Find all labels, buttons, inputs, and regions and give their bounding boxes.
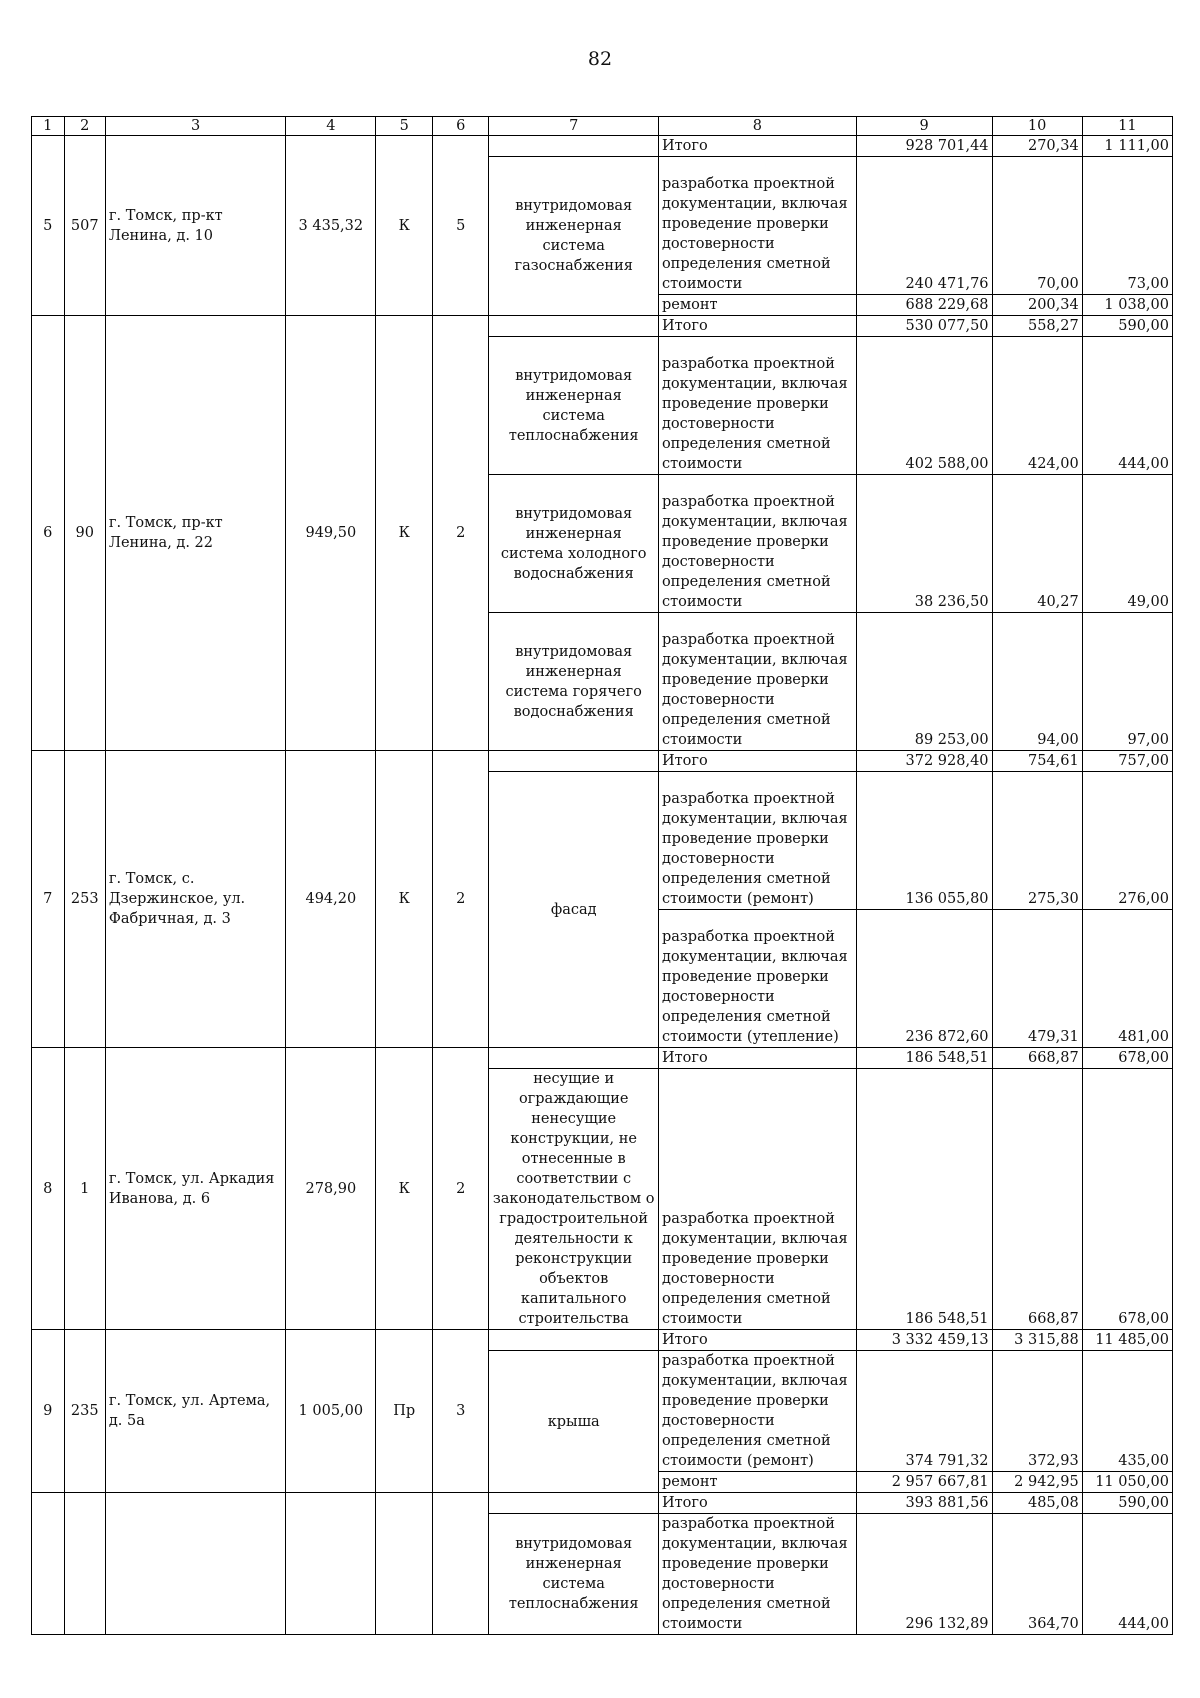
- limit: 276,00: [1082, 772, 1172, 910]
- row-floors: 2: [432, 1048, 489, 1330]
- system-name: внутридомовая инженерная система газоснабжения: [489, 157, 659, 316]
- col-header: 6: [432, 117, 489, 136]
- row-area: 949,50: [286, 316, 376, 751]
- row-number: 7: [32, 751, 65, 1048]
- limit: 444,00: [1082, 1514, 1172, 1635]
- unit-cost: 40,27: [992, 475, 1082, 613]
- row-code: 90: [64, 316, 105, 751]
- row-type: К: [376, 751, 433, 1048]
- col-header: 7: [489, 117, 659, 136]
- repair-schedule-table: [31, 116, 1173, 1635]
- row-address: г. Томск, с. Дзержинское, ул. Фабричная, д. 3: [105, 751, 285, 1048]
- cost: 136 055,80: [856, 772, 992, 910]
- row-area: [286, 1493, 376, 1635]
- unit-cost: 94,00: [992, 613, 1082, 751]
- col-header: 1: [32, 117, 65, 136]
- work-type: разработка проектной документации, включая проведение проверки достоверности определения сметной стоимости (ремонт): [658, 1351, 856, 1472]
- unit-cost: 479,31: [992, 910, 1082, 1048]
- cost: 374 791,32: [856, 1351, 992, 1472]
- unit-cost: 364,70: [992, 1514, 1082, 1635]
- row-area: 494,20: [286, 751, 376, 1048]
- limit: 49,00: [1082, 475, 1172, 613]
- unit-cost: 2 942,95: [992, 1472, 1082, 1493]
- page-number: 82: [587, 48, 613, 70]
- total-cost: 186 548,51: [856, 1048, 992, 1069]
- total-label: Итого: [658, 1330, 856, 1351]
- total-limit: 757,00: [1082, 751, 1172, 772]
- col-header: 9: [856, 117, 992, 136]
- total-cost: 530 077,50: [856, 316, 992, 337]
- empty-cell: [489, 1330, 659, 1351]
- work-type: разработка проектной документации, включая проведение проверки достоверности определения сметной стоимости: [658, 1514, 856, 1635]
- row-address: г. Томск, пр-кт Ленина, д. 10: [105, 136, 285, 316]
- total-label: Итого: [658, 316, 856, 337]
- row-type: К: [376, 316, 433, 751]
- col-header: 5: [376, 117, 433, 136]
- row-address: [105, 1493, 285, 1635]
- row-code: 235: [64, 1330, 105, 1493]
- unit-cost: 424,00: [992, 337, 1082, 475]
- row-number: 9: [32, 1330, 65, 1493]
- unit-cost: 275,30: [992, 772, 1082, 910]
- row-number: 6: [32, 316, 65, 751]
- work-type: разработка проектной документации, включая проведение проверки достоверности определения сметной стоимости (ремонт): [658, 772, 856, 910]
- total-unit-cost: 754,61: [992, 751, 1082, 772]
- cost: 186 548,51: [856, 1069, 992, 1330]
- cost: 402 588,00: [856, 337, 992, 475]
- row-type: К: [376, 136, 433, 316]
- work-type: разработка проектной документации, включая проведение проверки достоверности определения сметной стоимости: [658, 1069, 856, 1330]
- row-type: [376, 1493, 433, 1635]
- limit: 11 050,00: [1082, 1472, 1172, 1493]
- work-type: ремонт: [658, 295, 856, 316]
- col-header: 11: [1082, 117, 1172, 136]
- total-unit-cost: 270,34: [992, 136, 1082, 157]
- total-unit-cost: 668,87: [992, 1048, 1082, 1069]
- empty-cell: [489, 136, 659, 157]
- table-row: [32, 1330, 1173, 1351]
- total-unit-cost: 558,27: [992, 316, 1082, 337]
- row-type: К: [376, 1048, 433, 1330]
- total-limit: 1 111,00: [1082, 136, 1172, 157]
- total-cost: 393 881,56: [856, 1493, 992, 1514]
- table-row: [32, 1048, 1173, 1069]
- total-limit: 590,00: [1082, 1493, 1172, 1514]
- empty-cell: [489, 751, 659, 772]
- work-type: разработка проектной документации, включая проведение проверки достоверности определения сметной стоимости (утепление): [658, 910, 856, 1048]
- row-address: г. Томск, ул. Аркадия Иванова, д. 6: [105, 1048, 285, 1330]
- header-row: [32, 117, 1173, 136]
- unit-cost: 668,87: [992, 1069, 1082, 1330]
- limit: 444,00: [1082, 337, 1172, 475]
- total-label: Итого: [658, 1493, 856, 1514]
- row-area: 3 435,32: [286, 136, 376, 316]
- row-address: г. Томск, ул. Артема, д. 5а: [105, 1330, 285, 1493]
- cost: 296 132,89: [856, 1514, 992, 1635]
- total-label: Итого: [658, 1048, 856, 1069]
- row-address: г. Томск, пр-кт Ленина, д. 22: [105, 316, 285, 751]
- row-floors: 3: [432, 1330, 489, 1493]
- row-number: 8: [32, 1048, 65, 1330]
- empty-cell: [489, 1493, 659, 1514]
- table-row: [32, 316, 1173, 337]
- system-name: внутридомовая инженерная система горячего водоснабжения: [489, 613, 659, 751]
- row-floors: 5: [432, 136, 489, 316]
- work-type: разработка проектной документации, включая проведение проверки достоверности определения сметной стоимости: [658, 613, 856, 751]
- total-unit-cost: 485,08: [992, 1493, 1082, 1514]
- total-limit: 678,00: [1082, 1048, 1172, 1069]
- system-name: внутридомовая инженерная система теплоснабжения: [489, 337, 659, 475]
- table-row: [32, 751, 1173, 772]
- total-cost: 928 701,44: [856, 136, 992, 157]
- limit: 1 038,00: [1082, 295, 1172, 316]
- col-header: 10: [992, 117, 1082, 136]
- table-row: [32, 1493, 1173, 1514]
- unit-cost: 372,93: [992, 1351, 1082, 1472]
- cost: 89 253,00: [856, 613, 992, 751]
- row-code: [64, 1493, 105, 1635]
- cost: 38 236,50: [856, 475, 992, 613]
- system-name: несущие и ограждающие ненесущие конструкции, не отнесенные в соответствии с законодательством о градостроительной деятельности к реконструкции объектов капитального строительства: [489, 1069, 659, 1330]
- cost: 2 957 667,81: [856, 1472, 992, 1493]
- col-header: 2: [64, 117, 105, 136]
- system-name: внутридомовая инженерная система теплоснабжения: [489, 1514, 659, 1635]
- limit: 481,00: [1082, 910, 1172, 1048]
- cost: 688 229,68: [856, 295, 992, 316]
- limit: 73,00: [1082, 157, 1172, 295]
- row-number: 5: [32, 136, 65, 316]
- table-row: [32, 136, 1173, 157]
- total-cost: 372 928,40: [856, 751, 992, 772]
- cost: 240 471,76: [856, 157, 992, 295]
- work-type: разработка проектной документации, включая проведение проверки достоверности определения сметной стоимости: [658, 475, 856, 613]
- empty-cell: [489, 1048, 659, 1069]
- col-header: 4: [286, 117, 376, 136]
- row-floors: 2: [432, 751, 489, 1048]
- system-name: фасад: [489, 772, 659, 1048]
- limit: 435,00: [1082, 1351, 1172, 1472]
- work-type: разработка проектной документации, включая проведение проверки достоверности определения сметной стоимости: [658, 157, 856, 295]
- col-header: 8: [658, 117, 856, 136]
- cost: 236 872,60: [856, 910, 992, 1048]
- total-cost: 3 332 459,13: [856, 1330, 992, 1351]
- unit-cost: 70,00: [992, 157, 1082, 295]
- row-area: 278,90: [286, 1048, 376, 1330]
- row-floors: [432, 1493, 489, 1635]
- row-code: 253: [64, 751, 105, 1048]
- row-code: 1: [64, 1048, 105, 1330]
- total-label: Итого: [658, 751, 856, 772]
- work-type: разработка проектной документации, включая проведение проверки достоверности определения сметной стоимости: [658, 337, 856, 475]
- empty-cell: [489, 316, 659, 337]
- unit-cost: 200,34: [992, 295, 1082, 316]
- work-type: ремонт: [658, 1472, 856, 1493]
- total-unit-cost: 3 315,88: [992, 1330, 1082, 1351]
- system-name: крыша: [489, 1351, 659, 1493]
- row-type: Пр: [376, 1330, 433, 1493]
- limit: 678,00: [1082, 1069, 1172, 1330]
- total-limit: 590,00: [1082, 316, 1172, 337]
- limit: 97,00: [1082, 613, 1172, 751]
- total-limit: 11 485,00: [1082, 1330, 1172, 1351]
- row-number: [32, 1493, 65, 1635]
- system-name: внутридомовая инженерная система холодного водоснабжения: [489, 475, 659, 613]
- col-header: 3: [105, 117, 285, 136]
- total-label: Итого: [658, 136, 856, 157]
- row-floors: 2: [432, 316, 489, 751]
- row-code: 507: [64, 136, 105, 316]
- row-area: 1 005,00: [286, 1330, 376, 1493]
